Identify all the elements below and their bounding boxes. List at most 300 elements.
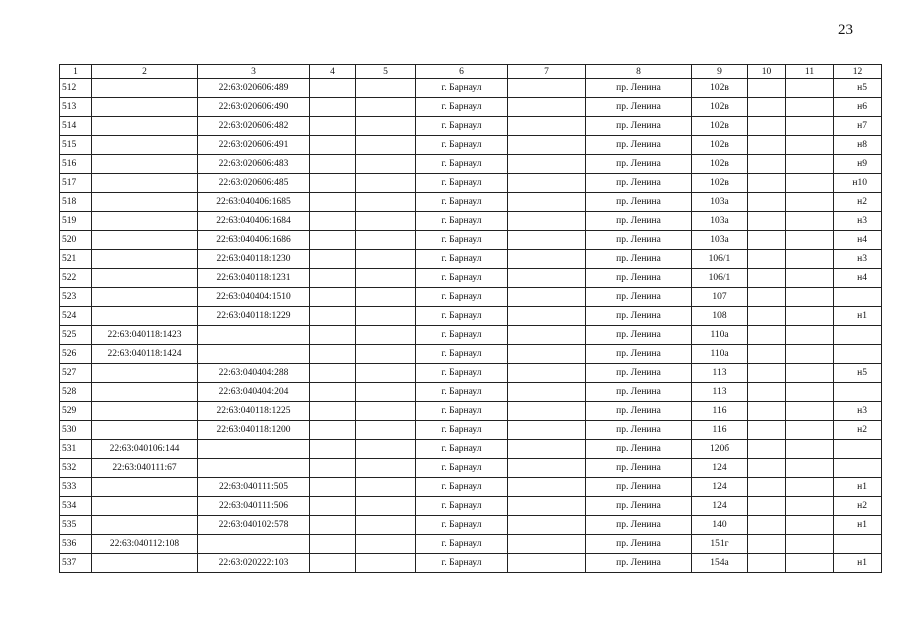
col-11-cell bbox=[786, 79, 834, 98]
col-7-cell bbox=[508, 478, 586, 497]
house-number-cell: 103а bbox=[692, 231, 748, 250]
cadastral-number-land-cell bbox=[92, 250, 198, 269]
cadastral-number-land-cell bbox=[92, 516, 198, 535]
street-cell: пр. Ленина bbox=[586, 326, 692, 345]
city-cell: г. Барнаул bbox=[416, 497, 508, 516]
city-cell: г. Барнаул bbox=[416, 155, 508, 174]
row-number-cell: 516 bbox=[60, 155, 92, 174]
column-header-4: 4 bbox=[310, 65, 356, 79]
street-cell: пр. Ленина bbox=[586, 117, 692, 136]
cadastral-number-land-cell bbox=[92, 402, 198, 421]
col-11-cell bbox=[786, 535, 834, 554]
column-header-6: 6 bbox=[416, 65, 508, 79]
col-7-cell bbox=[508, 383, 586, 402]
col-11-cell bbox=[786, 364, 834, 383]
col-5-cell bbox=[356, 307, 416, 326]
col-5-cell bbox=[356, 497, 416, 516]
cadastral-number-land-cell: 22:63:040112:108 bbox=[92, 535, 198, 554]
col-5-cell bbox=[356, 136, 416, 155]
house-number-cell: 102в bbox=[692, 98, 748, 117]
house-number-cell: 116 bbox=[692, 402, 748, 421]
col-10-cell bbox=[748, 79, 786, 98]
premises-number-cell bbox=[834, 459, 882, 478]
col-11-cell bbox=[786, 421, 834, 440]
house-number-cell: 107 bbox=[692, 288, 748, 307]
house-number-cell: 103а bbox=[692, 193, 748, 212]
premises-number-cell: н4 bbox=[834, 269, 882, 288]
city-cell: г. Барнаул bbox=[416, 383, 508, 402]
col-4-cell bbox=[310, 364, 356, 383]
street-cell: пр. Ленина bbox=[586, 98, 692, 117]
col-7-cell bbox=[508, 345, 586, 364]
cadastral-number-land-cell bbox=[92, 212, 198, 231]
premises-number-cell bbox=[834, 326, 882, 345]
cadastral-number-land-cell bbox=[92, 136, 198, 155]
street-cell: пр. Ленина bbox=[586, 497, 692, 516]
cadastral-number-building-cell: 22:63:020606:485 bbox=[198, 174, 310, 193]
col-7-cell bbox=[508, 440, 586, 459]
cadastral-number-building-cell: 22:63:040111:506 bbox=[198, 497, 310, 516]
row-number-cell: 536 bbox=[60, 535, 92, 554]
premises-number-cell: н2 bbox=[834, 193, 882, 212]
col-4-cell bbox=[310, 155, 356, 174]
row-number-cell: 532 bbox=[60, 459, 92, 478]
col-7-cell bbox=[508, 535, 586, 554]
street-cell: пр. Ленина bbox=[586, 421, 692, 440]
col-4-cell bbox=[310, 497, 356, 516]
premises-number-cell bbox=[834, 535, 882, 554]
col-7-cell bbox=[508, 421, 586, 440]
premises-number-cell: н2 bbox=[834, 421, 882, 440]
col-11-cell bbox=[786, 269, 834, 288]
col-11-cell bbox=[786, 136, 834, 155]
premises-number-cell: н1 bbox=[834, 478, 882, 497]
col-5-cell bbox=[356, 79, 416, 98]
cadastral-number-land-cell bbox=[92, 155, 198, 174]
cadastral-number-building-cell: 22:63:040118:1225 bbox=[198, 402, 310, 421]
row-number-cell: 519 bbox=[60, 212, 92, 231]
premises-number-cell bbox=[834, 383, 882, 402]
row-number-cell: 521 bbox=[60, 250, 92, 269]
table-row bbox=[60, 383, 882, 402]
col-10-cell bbox=[748, 421, 786, 440]
col-5-cell bbox=[356, 155, 416, 174]
table-body bbox=[60, 79, 882, 573]
col-10-cell bbox=[748, 193, 786, 212]
col-10-cell bbox=[748, 497, 786, 516]
row-number-cell: 515 bbox=[60, 136, 92, 155]
col-10-cell bbox=[748, 402, 786, 421]
col-4-cell bbox=[310, 554, 356, 573]
street-cell: пр. Ленина bbox=[586, 212, 692, 231]
col-11-cell bbox=[786, 117, 834, 136]
street-cell: пр. Ленина bbox=[586, 402, 692, 421]
house-number-cell: 113 bbox=[692, 383, 748, 402]
house-number-cell: 102в bbox=[692, 155, 748, 174]
row-number-cell: 535 bbox=[60, 516, 92, 535]
col-5-cell bbox=[356, 117, 416, 136]
table-row bbox=[60, 250, 882, 269]
col-4-cell bbox=[310, 174, 356, 193]
house-number-cell: 102в bbox=[692, 136, 748, 155]
row-number-cell: 528 bbox=[60, 383, 92, 402]
col-7-cell bbox=[508, 326, 586, 345]
cadastral-number-land-cell: 22:63:040118:1423 bbox=[92, 326, 198, 345]
col-7-cell bbox=[508, 250, 586, 269]
cadastral-number-land-cell bbox=[92, 364, 198, 383]
cadastral-number-building-cell: 22:63:020222:103 bbox=[198, 554, 310, 573]
col-4-cell bbox=[310, 535, 356, 554]
row-number-cell: 533 bbox=[60, 478, 92, 497]
col-4-cell bbox=[310, 459, 356, 478]
cadastral-number-building-cell bbox=[198, 535, 310, 554]
table-row bbox=[60, 364, 882, 383]
col-11-cell bbox=[786, 554, 834, 573]
city-cell: г. Барнаул bbox=[416, 250, 508, 269]
row-number-cell: 525 bbox=[60, 326, 92, 345]
table-row bbox=[60, 326, 882, 345]
col-10-cell bbox=[748, 307, 786, 326]
street-cell: пр. Ленина bbox=[586, 307, 692, 326]
col-11-cell bbox=[786, 250, 834, 269]
col-5-cell bbox=[356, 288, 416, 307]
cadastral-number-building-cell: 22:63:040404:1510 bbox=[198, 288, 310, 307]
street-cell: пр. Ленина bbox=[586, 459, 692, 478]
premises-number-cell: н5 bbox=[834, 364, 882, 383]
premises-number-cell: н1 bbox=[834, 516, 882, 535]
col-4-cell bbox=[310, 79, 356, 98]
col-5-cell bbox=[356, 421, 416, 440]
col-4-cell bbox=[310, 250, 356, 269]
col-5-cell bbox=[356, 459, 416, 478]
premises-number-cell: н3 bbox=[834, 250, 882, 269]
cadastral-number-land-cell bbox=[92, 174, 198, 193]
street-cell: пр. Ленина bbox=[586, 345, 692, 364]
col-4-cell bbox=[310, 231, 356, 250]
col-5-cell bbox=[356, 98, 416, 117]
premises-number-cell: н6 bbox=[834, 98, 882, 117]
col-10-cell bbox=[748, 516, 786, 535]
table-row bbox=[60, 497, 882, 516]
house-number-cell: 110а bbox=[692, 326, 748, 345]
cadastral-number-land-cell bbox=[92, 497, 198, 516]
street-cell: пр. Ленина bbox=[586, 535, 692, 554]
city-cell: г. Барнаул bbox=[416, 421, 508, 440]
col-11-cell bbox=[786, 497, 834, 516]
street-cell: пр. Ленина bbox=[586, 231, 692, 250]
table-row bbox=[60, 117, 882, 136]
col-5-cell bbox=[356, 478, 416, 497]
city-cell: г. Барнаул bbox=[416, 440, 508, 459]
cadastral-number-land-cell bbox=[92, 79, 198, 98]
premises-number-cell: н3 bbox=[834, 402, 882, 421]
house-number-cell: 140 bbox=[692, 516, 748, 535]
col-5-cell bbox=[356, 231, 416, 250]
row-number-cell: 531 bbox=[60, 440, 92, 459]
col-11-cell bbox=[786, 155, 834, 174]
col-4-cell bbox=[310, 307, 356, 326]
col-11-cell bbox=[786, 516, 834, 535]
register-table bbox=[59, 64, 882, 573]
col-4-cell bbox=[310, 288, 356, 307]
col-4-cell bbox=[310, 478, 356, 497]
col-7-cell bbox=[508, 402, 586, 421]
premises-number-cell bbox=[834, 345, 882, 364]
col-4-cell bbox=[310, 117, 356, 136]
col-10-cell bbox=[748, 288, 786, 307]
col-7-cell bbox=[508, 497, 586, 516]
table-row bbox=[60, 231, 882, 250]
house-number-cell: 106/1 bbox=[692, 250, 748, 269]
street-cell: пр. Ленина bbox=[586, 554, 692, 573]
city-cell: г. Барнаул bbox=[416, 212, 508, 231]
table-row bbox=[60, 212, 882, 231]
cadastral-number-land-cell bbox=[92, 383, 198, 402]
table-row bbox=[60, 516, 882, 535]
street-cell: пр. Ленина bbox=[586, 516, 692, 535]
city-cell: г. Барнаул bbox=[416, 269, 508, 288]
row-number-cell: 524 bbox=[60, 307, 92, 326]
col-4-cell bbox=[310, 440, 356, 459]
col-5-cell bbox=[356, 554, 416, 573]
cadastral-number-land-cell bbox=[92, 421, 198, 440]
street-cell: пр. Ленина bbox=[586, 383, 692, 402]
table-row bbox=[60, 421, 882, 440]
page-number: 23 bbox=[838, 22, 853, 38]
street-cell: пр. Ленина bbox=[586, 364, 692, 383]
premises-number-cell bbox=[834, 440, 882, 459]
city-cell: г. Барнаул bbox=[416, 364, 508, 383]
row-number-cell: 526 bbox=[60, 345, 92, 364]
column-header-12: 12 bbox=[834, 65, 882, 79]
cadastral-number-building-cell bbox=[198, 440, 310, 459]
col-10-cell bbox=[748, 535, 786, 554]
city-cell: г. Барнаул bbox=[416, 288, 508, 307]
table-row bbox=[60, 269, 882, 288]
col-4-cell bbox=[310, 345, 356, 364]
col-4-cell bbox=[310, 98, 356, 117]
city-cell: г. Барнаул bbox=[416, 535, 508, 554]
cadastral-number-building-cell: 22:63:040118:1229 bbox=[198, 307, 310, 326]
cadastral-number-building-cell: 22:63:040404:204 bbox=[198, 383, 310, 402]
col-7-cell bbox=[508, 459, 586, 478]
column-header-1: 1 bbox=[60, 65, 92, 79]
row-number-cell: 517 bbox=[60, 174, 92, 193]
table-row bbox=[60, 459, 882, 478]
house-number-cell: 124 bbox=[692, 497, 748, 516]
col-5-cell bbox=[356, 326, 416, 345]
row-number-cell: 514 bbox=[60, 117, 92, 136]
cadastral-number-building-cell: 22:63:040406:1684 bbox=[198, 212, 310, 231]
cadastral-number-building-cell: 22:63:040406:1685 bbox=[198, 193, 310, 212]
street-cell: пр. Ленина bbox=[586, 136, 692, 155]
house-number-cell: 151г bbox=[692, 535, 748, 554]
table-row bbox=[60, 554, 882, 573]
col-11-cell bbox=[786, 231, 834, 250]
cadastral-number-building-cell: 22:63:040406:1686 bbox=[198, 231, 310, 250]
col-5-cell bbox=[356, 174, 416, 193]
house-number-cell: 110а bbox=[692, 345, 748, 364]
col-10-cell bbox=[748, 345, 786, 364]
house-number-cell: 124 bbox=[692, 478, 748, 497]
house-number-cell: 116 bbox=[692, 421, 748, 440]
column-header-10: 10 bbox=[748, 65, 786, 79]
city-cell: г. Барнаул bbox=[416, 136, 508, 155]
cadastral-number-land-cell bbox=[92, 288, 198, 307]
col-10-cell bbox=[748, 136, 786, 155]
street-cell: пр. Ленина bbox=[586, 193, 692, 212]
cadastral-number-land-cell bbox=[92, 554, 198, 573]
column-header-11: 11 bbox=[786, 65, 834, 79]
city-cell: г. Барнаул bbox=[416, 326, 508, 345]
col-7-cell bbox=[508, 98, 586, 117]
city-cell: г. Барнаул bbox=[416, 117, 508, 136]
col-10-cell bbox=[748, 174, 786, 193]
city-cell: г. Барнаул bbox=[416, 516, 508, 535]
col-11-cell bbox=[786, 98, 834, 117]
house-number-cell: 103а bbox=[692, 212, 748, 231]
col-10-cell bbox=[748, 98, 786, 117]
premises-number-cell: н1 bbox=[834, 554, 882, 573]
col-11-cell bbox=[786, 402, 834, 421]
col-7-cell bbox=[508, 516, 586, 535]
row-number-cell: 529 bbox=[60, 402, 92, 421]
city-cell: г. Барнаул bbox=[416, 307, 508, 326]
street-cell: пр. Ленина bbox=[586, 155, 692, 174]
col-5-cell bbox=[356, 250, 416, 269]
street-cell: пр. Ленина bbox=[586, 440, 692, 459]
cadastral-number-building-cell: 22:63:020606:491 bbox=[198, 136, 310, 155]
street-cell: пр. Ленина bbox=[586, 174, 692, 193]
col-4-cell bbox=[310, 326, 356, 345]
col-10-cell bbox=[748, 440, 786, 459]
cadastral-number-building-cell: 22:63:040404:288 bbox=[198, 364, 310, 383]
cadastral-number-building-cell: 22:63:040118:1231 bbox=[198, 269, 310, 288]
column-header-2: 2 bbox=[92, 65, 198, 79]
column-header-3: 3 bbox=[198, 65, 310, 79]
city-cell: г. Барнаул bbox=[416, 478, 508, 497]
col-10-cell bbox=[748, 269, 786, 288]
table-row bbox=[60, 440, 882, 459]
table-row bbox=[60, 288, 882, 307]
col-10-cell bbox=[748, 459, 786, 478]
cadastral-number-land-cell bbox=[92, 193, 198, 212]
col-10-cell bbox=[748, 364, 786, 383]
street-cell: пр. Ленина bbox=[586, 269, 692, 288]
col-5-cell bbox=[356, 535, 416, 554]
street-cell: пр. Ленина bbox=[586, 478, 692, 497]
row-number-cell: 530 bbox=[60, 421, 92, 440]
cadastral-number-building-cell: 22:63:040118:1230 bbox=[198, 250, 310, 269]
col-5-cell bbox=[356, 364, 416, 383]
city-cell: г. Барнаул bbox=[416, 345, 508, 364]
row-number-cell: 523 bbox=[60, 288, 92, 307]
cadastral-number-building-cell bbox=[198, 459, 310, 478]
city-cell: г. Барнаул bbox=[416, 402, 508, 421]
cadastral-number-land-cell bbox=[92, 307, 198, 326]
row-number-cell: 537 bbox=[60, 554, 92, 573]
column-header-8: 8 bbox=[586, 65, 692, 79]
table-row bbox=[60, 98, 882, 117]
city-cell: г. Барнаул bbox=[416, 554, 508, 573]
premises-number-cell: н5 bbox=[834, 79, 882, 98]
row-number-cell: 518 bbox=[60, 193, 92, 212]
cadastral-number-land-cell bbox=[92, 117, 198, 136]
col-4-cell bbox=[310, 383, 356, 402]
cadastral-number-building-cell bbox=[198, 345, 310, 364]
col-10-cell bbox=[748, 155, 786, 174]
table-row bbox=[60, 345, 882, 364]
col-4-cell bbox=[310, 516, 356, 535]
cadastral-number-land-cell bbox=[92, 478, 198, 497]
col-7-cell bbox=[508, 364, 586, 383]
col-10-cell bbox=[748, 478, 786, 497]
col-5-cell bbox=[356, 269, 416, 288]
table-row bbox=[60, 174, 882, 193]
premises-number-cell bbox=[834, 288, 882, 307]
cadastral-number-building-cell: 22:63:020606:483 bbox=[198, 155, 310, 174]
city-cell: г. Барнаул bbox=[416, 174, 508, 193]
col-11-cell bbox=[786, 212, 834, 231]
col-5-cell bbox=[356, 440, 416, 459]
table-row bbox=[60, 155, 882, 174]
col-7-cell bbox=[508, 79, 586, 98]
col-7-cell bbox=[508, 554, 586, 573]
column-header-5: 5 bbox=[356, 65, 416, 79]
cadastral-number-building-cell: 22:63:020606:482 bbox=[198, 117, 310, 136]
premises-number-cell: н7 bbox=[834, 117, 882, 136]
cadastral-number-building-cell: 22:63:020606:490 bbox=[198, 98, 310, 117]
city-cell: г. Барнаул bbox=[416, 459, 508, 478]
cadastral-number-land-cell: 22:63:040106:144 bbox=[92, 440, 198, 459]
col-11-cell bbox=[786, 174, 834, 193]
city-cell: г. Барнаул bbox=[416, 79, 508, 98]
premises-number-cell: н4 bbox=[834, 231, 882, 250]
col-7-cell bbox=[508, 193, 586, 212]
col-7-cell bbox=[508, 117, 586, 136]
cadastral-number-land-cell: 22:63:040111:67 bbox=[92, 459, 198, 478]
col-11-cell bbox=[786, 383, 834, 402]
table-row bbox=[60, 79, 882, 98]
row-number-cell: 522 bbox=[60, 269, 92, 288]
cadastral-number-building-cell bbox=[198, 326, 310, 345]
house-number-cell: 154а bbox=[692, 554, 748, 573]
premises-number-cell: н1 bbox=[834, 307, 882, 326]
cadastral-number-building-cell: 22:63:040111:505 bbox=[198, 478, 310, 497]
col-4-cell bbox=[310, 193, 356, 212]
house-number-cell: 102в bbox=[692, 79, 748, 98]
city-cell: г. Барнаул bbox=[416, 193, 508, 212]
table-row bbox=[60, 307, 882, 326]
col-4-cell bbox=[310, 402, 356, 421]
house-number-cell: 108 bbox=[692, 307, 748, 326]
col-10-cell bbox=[748, 231, 786, 250]
city-cell: г. Барнаул bbox=[416, 98, 508, 117]
col-11-cell bbox=[786, 345, 834, 364]
col-4-cell bbox=[310, 421, 356, 440]
row-number-cell: 527 bbox=[60, 364, 92, 383]
col-4-cell bbox=[310, 212, 356, 231]
street-cell: пр. Ленина bbox=[586, 250, 692, 269]
col-7-cell bbox=[508, 136, 586, 155]
col-7-cell bbox=[508, 212, 586, 231]
col-11-cell bbox=[786, 478, 834, 497]
table-row bbox=[60, 136, 882, 155]
col-10-cell bbox=[748, 554, 786, 573]
premises-number-cell: н9 bbox=[834, 155, 882, 174]
col-10-cell bbox=[748, 326, 786, 345]
col-5-cell bbox=[356, 516, 416, 535]
